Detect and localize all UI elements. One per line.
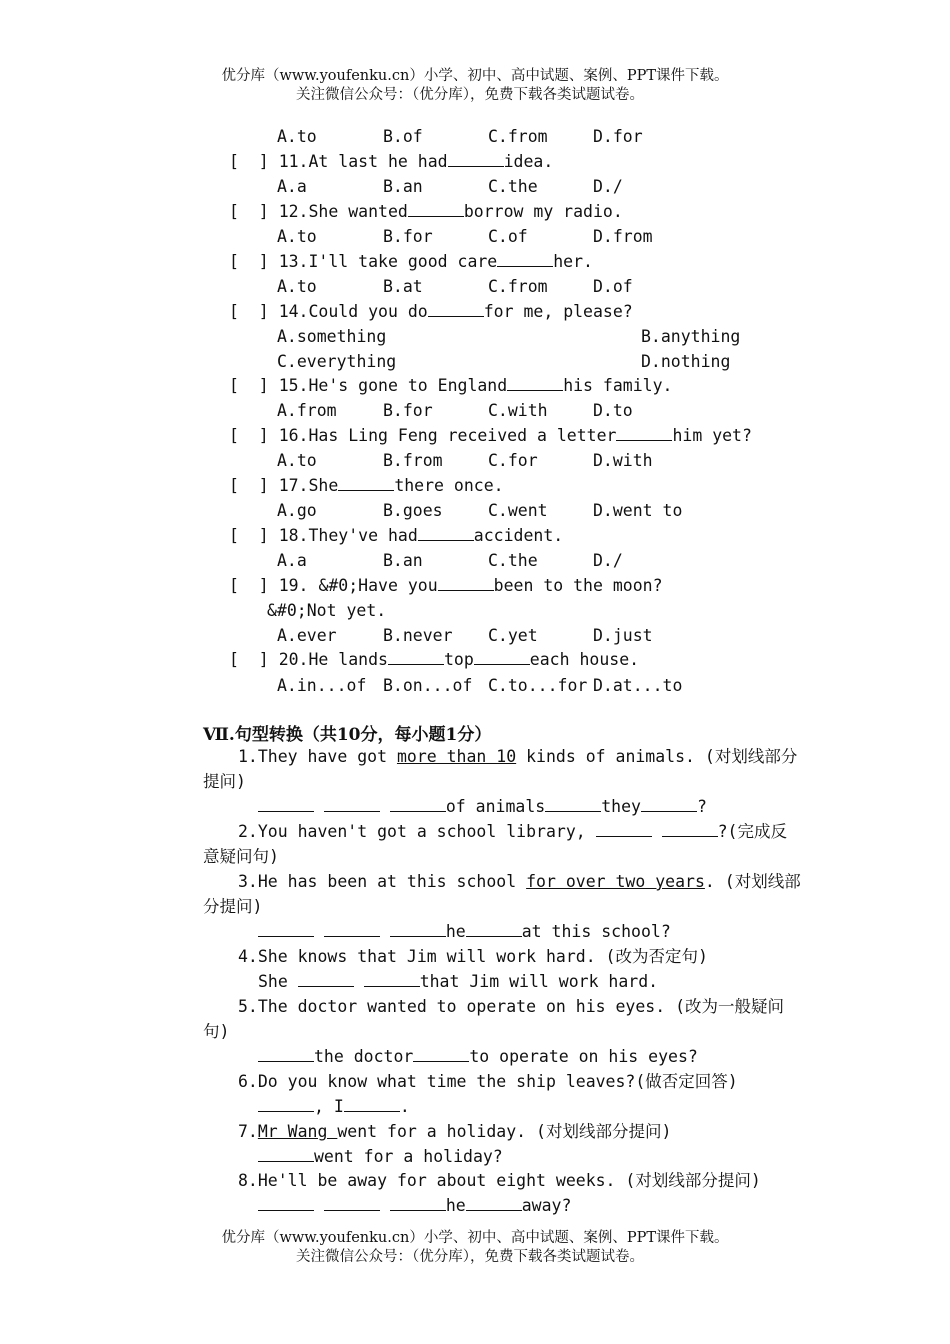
q15-option-c: C.with: [488, 401, 548, 420]
blank: [408, 202, 464, 217]
answer-bracket[interactable]: [ ]: [229, 650, 269, 669]
question-13: [ ] 13.I'll take good care her.: [229, 252, 593, 271]
q20-option-d: D.at...to: [593, 676, 683, 695]
q15-option-b: B.for: [383, 401, 433, 420]
blank: [338, 476, 394, 491]
question-16: [ ] 16.Has Ling Feng received a letter him yet?: [229, 426, 752, 445]
sentence-7: 7.Mr Wang went for a holiday. (对划线部分提问): [238, 1122, 672, 1141]
header-line-2: 关注微信公众号：（优分库），免费下载各类试题试卷。: [296, 87, 644, 103]
answer-bracket[interactable]: [ ]: [229, 202, 269, 221]
sentence-1: 1.They have got more than 10 kinds of animals. (对划线部分: [238, 747, 798, 766]
q19-option-b: B.never: [383, 626, 453, 645]
blank[interactable]: [324, 922, 380, 937]
answer-line-5: the doctor to operate on his eyes?: [258, 1046, 698, 1068]
q14-option-b: B.anything: [641, 327, 741, 346]
answer-line-1: of animals they ?: [258, 796, 707, 818]
sentence-5-wrap: 句): [203, 1022, 230, 1041]
blank: [616, 426, 672, 441]
question-20: [ ] 20.He lands top each house.: [229, 650, 640, 669]
answer-line-8: he away?: [258, 1195, 571, 1217]
blank[interactable]: [390, 1196, 446, 1211]
q15-option-d: D.to: [593, 401, 633, 420]
question-12: [ ] 12.She wanted borrow my radio.: [229, 202, 623, 221]
question-19-reply: &#0;Not yet.: [267, 601, 387, 620]
q16-option-c: C.for: [488, 451, 538, 470]
answer-bracket[interactable]: [ ]: [229, 576, 269, 595]
blank[interactable]: [466, 922, 522, 937]
q16-option-b: B.from: [383, 451, 443, 470]
page-header: [0, 67, 950, 105]
answer-bracket[interactable]: [ ]: [229, 152, 269, 171]
header-line-1: 优分库（www.youfenku.cn）小学、初中、高中试题、案例、PPT课件下载。: [221, 68, 729, 84]
q17-option-b: B.goes: [383, 501, 443, 520]
blank: [497, 252, 553, 267]
q18-option-c: C.the: [488, 551, 538, 570]
q13-option-b: B.at: [383, 277, 423, 296]
blank[interactable]: [596, 822, 652, 837]
q14-option-a: A.something: [277, 327, 387, 346]
blank: [418, 526, 474, 541]
q12-option-c: C.of: [488, 227, 528, 246]
blank: [507, 376, 563, 391]
blank[interactable]: [344, 1097, 400, 1112]
answer-line-4: She that Jim will work hard.: [258, 972, 659, 991]
question-15: [ ] 15.He's gone to England his family.: [229, 376, 673, 395]
q12-option-d: D.from: [593, 227, 653, 246]
q10-option-d: D.for: [593, 127, 643, 146]
blank[interactable]: [641, 797, 697, 812]
sentence-2-wrap: 意疑问句): [203, 847, 279, 866]
footer-line-2: 关注微信公众号：（优分库），免费下载各类试题试卷。: [296, 1249, 644, 1265]
q10-option-a: A.to: [277, 127, 317, 146]
sentence-3-wrap: 分提问): [203, 897, 263, 916]
blank[interactable]: [258, 922, 314, 937]
q17-option-a: A.go: [277, 501, 317, 520]
q16-option-a: A.to: [277, 451, 317, 470]
blank: [428, 302, 484, 317]
q20-option-c: C.to...for: [488, 676, 588, 695]
question-17: [ ] 17.She there once.: [229, 476, 504, 495]
underlined-phrase: more than 10: [396, 747, 517, 766]
blank[interactable]: [413, 1047, 469, 1062]
q19-option-c: C.yet: [488, 626, 538, 645]
q15-option-a: A.from: [277, 401, 337, 420]
q16-option-d: D.with: [593, 451, 653, 470]
q17-option-d: D.went to: [593, 501, 683, 520]
q14-option-d: D.nothing: [641, 352, 731, 371]
blank[interactable]: [258, 1047, 314, 1062]
blank: [448, 152, 504, 167]
q18-option-b: B.an: [383, 551, 423, 570]
answer-bracket[interactable]: [ ]: [229, 302, 269, 321]
answer-line-6: , I .: [258, 1096, 410, 1118]
blank[interactable]: [258, 1196, 314, 1211]
answer-bracket[interactable]: [ ]: [229, 526, 269, 545]
q17-option-c: C.went: [488, 501, 548, 520]
underlined-phrase: for over two years: [526, 872, 705, 891]
underlined-phrase: Mr Wang: [257, 1122, 338, 1141]
answer-bracket[interactable]: [ ]: [229, 426, 269, 445]
q13-option-d: D.of: [593, 277, 633, 296]
question-18: [ ] 18.They've had accident.: [229, 526, 564, 545]
q20-option-a: A.in...of: [277, 676, 367, 695]
q11-option-d: D./: [593, 177, 623, 196]
q20-option-b: B.on...of: [383, 676, 473, 695]
q13-option-c: C.from: [488, 277, 548, 296]
q11-option-a: A.a: [277, 177, 307, 196]
q10-option-c: C.from: [488, 127, 548, 146]
answer-bracket[interactable]: [ ]: [229, 476, 269, 495]
sentence-4: 4.She knows that Jim will work hard. (改为否定句): [238, 947, 708, 966]
blank: [474, 650, 530, 665]
sentence-6: 6.Do you know what time the ship leaves?(做否定回答): [238, 1072, 738, 1091]
sentence-3: 3.He has been at this school for over two years. (对划线部: [238, 872, 801, 891]
blank: [438, 576, 494, 591]
answer-bracket[interactable]: [ ]: [229, 376, 269, 395]
question-14: [ ] 14.Could you do for me, please?: [229, 302, 633, 321]
blank[interactable]: [324, 1196, 380, 1211]
sentence-8: 8.He'll be away for about eight weeks. (对划线部分提问): [238, 1171, 761, 1190]
blank[interactable]: [390, 922, 446, 937]
blank: [388, 650, 444, 665]
blank[interactable]: [662, 822, 718, 837]
blank[interactable]: [364, 972, 420, 987]
sentence-1-wrap: 提问): [203, 772, 246, 791]
q12-option-a: A.to: [277, 227, 317, 246]
blank[interactable]: [324, 797, 380, 812]
q14-option-c: C.everything: [277, 352, 397, 371]
q19-option-d: D.just: [593, 626, 653, 645]
blank[interactable]: [258, 797, 314, 812]
blank[interactable]: [258, 1097, 314, 1112]
section-title: Ⅶ.句型转换（共10分，每小题1分）: [203, 725, 492, 745]
page-footer: [0, 1229, 950, 1267]
q13-option-a: A.to: [277, 277, 317, 296]
blank[interactable]: [258, 1147, 314, 1162]
answer-bracket[interactable]: [ ]: [229, 252, 269, 271]
answer-line-3: he at this school?: [258, 921, 671, 943]
blank[interactable]: [298, 972, 354, 987]
q18-option-d: D./: [593, 551, 623, 570]
q18-option-a: A.a: [277, 551, 307, 570]
q12-option-b: B.for: [383, 227, 433, 246]
sentence-2: 2.You haven't got a school library, ?(完成反: [238, 822, 787, 841]
footer-line-1: 优分库（www.youfenku.cn）小学、初中、高中试题、案例、PPT课件下载。: [221, 1230, 729, 1246]
q11-option-c: C.the: [488, 177, 538, 196]
q19-option-a: A.ever: [277, 626, 337, 645]
q11-option-b: B.an: [383, 177, 423, 196]
question-11: [ ] 11.At last he had idea.: [229, 152, 554, 171]
q10-option-b: B.of: [383, 127, 423, 146]
question-19: [ ] 19. &#0;Have you been to the moon?: [229, 576, 663, 595]
blank[interactable]: [466, 1196, 522, 1211]
blank[interactable]: [390, 797, 446, 812]
blank[interactable]: [545, 797, 601, 812]
sentence-5: 5.The doctor wanted to operate on his eyes. (改为一般疑问: [238, 997, 785, 1016]
answer-line-7: went for a holiday?: [258, 1146, 503, 1168]
